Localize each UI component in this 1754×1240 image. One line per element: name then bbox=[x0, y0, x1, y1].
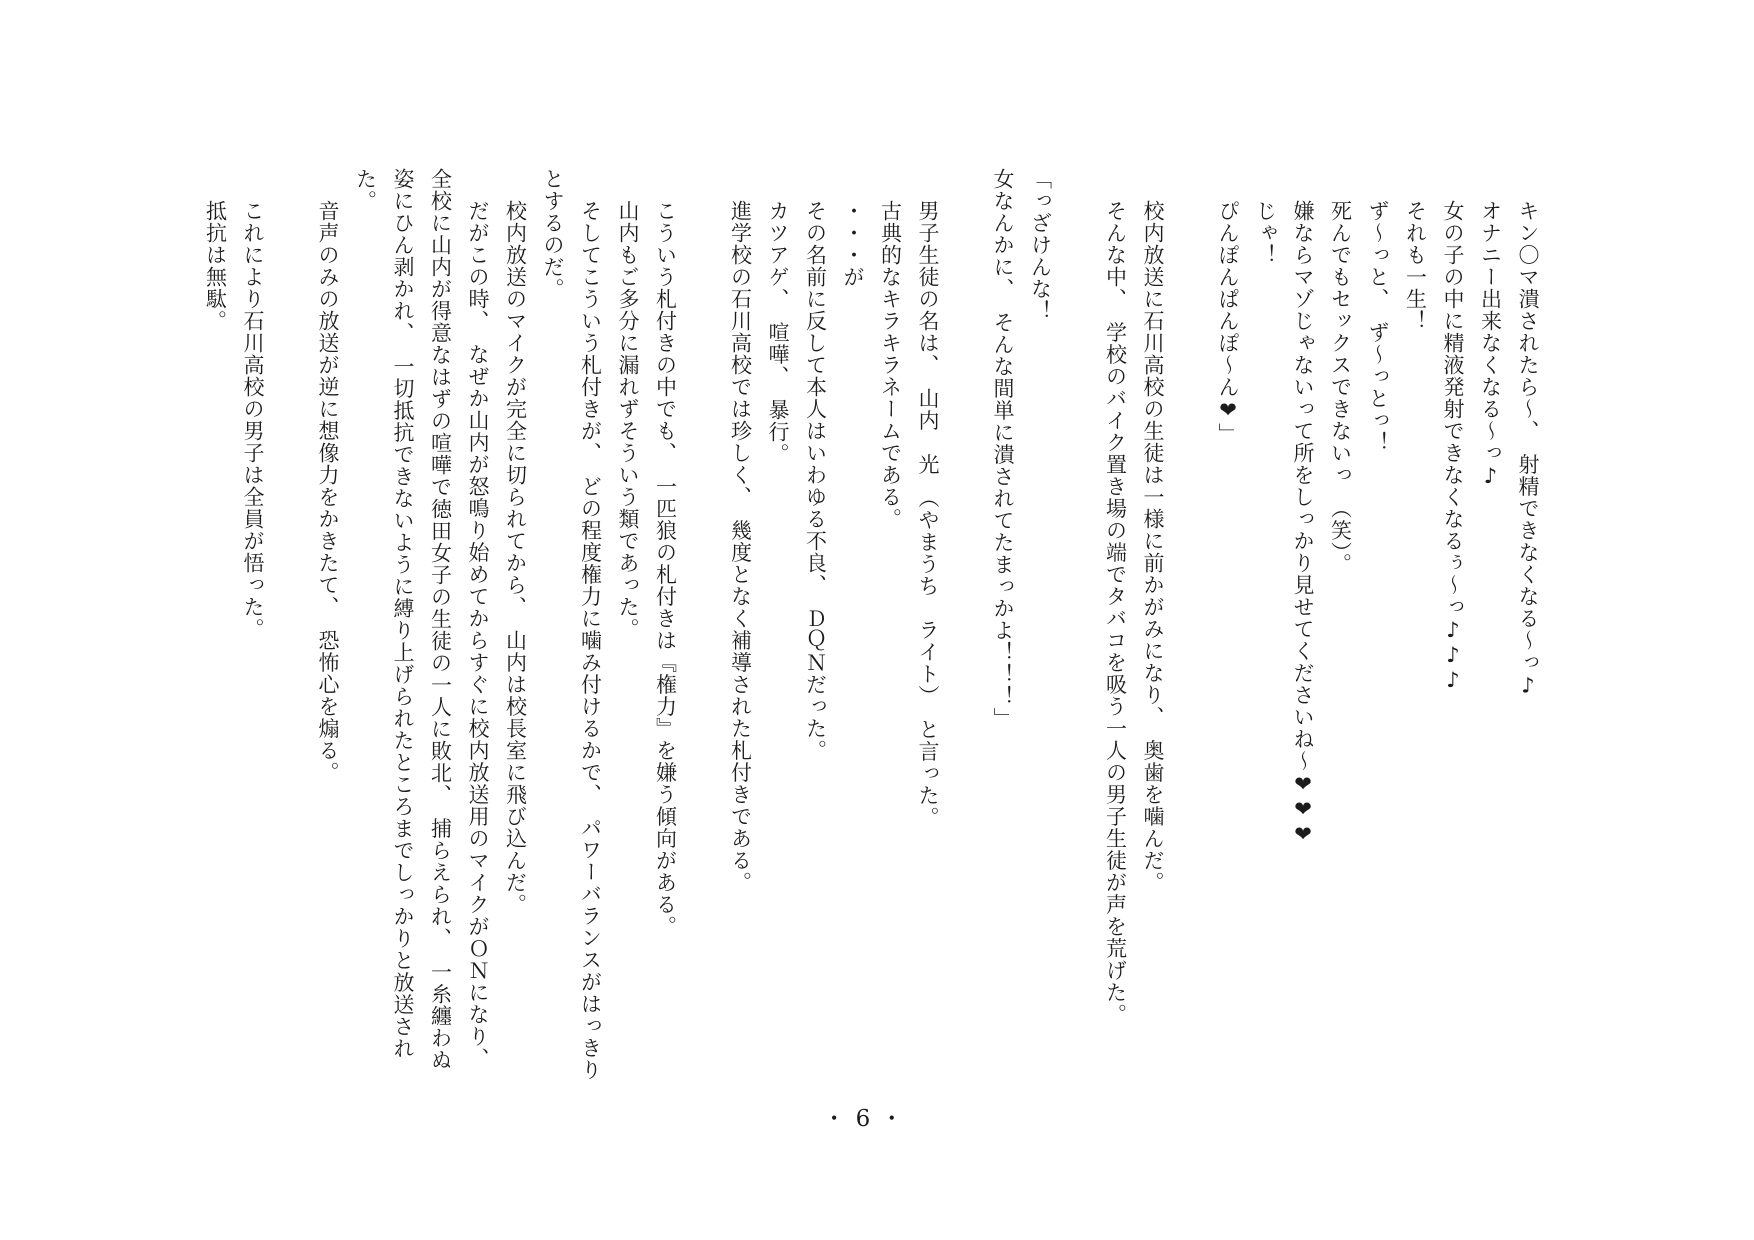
text-line: 女の子の中に精液発射できなくなるぅ～っ♪♪♪ bbox=[1441, 200, 1465, 693]
text-line: そんな中、 学校のバイク置き場の端でタバコを吸う一人の男子生徒が声を荒げた。 bbox=[1103, 200, 1128, 1026]
text-line: カツアゲ、 喧嘩、 暴行。 bbox=[766, 200, 790, 465]
page-number: ・6・ bbox=[822, 1106, 914, 1132]
text-line: 嫌ならマゾじゃないって所をしっかり見せてくださいね～❤❤❤ bbox=[1291, 200, 1315, 847]
text-line: 女なんかに、 そんな間単に潰されてたまっかよ！！！」 bbox=[991, 168, 1015, 730]
text-line: 姿にひん剥かれ、 一切抵抗できないように縛り上げられたところまでしっかりと放送され bbox=[391, 168, 415, 1060]
text-line: 校内放送に石川高校の生徒は一様に前かがみになり、 奥歯を噛んだ。 bbox=[1141, 200, 1165, 894]
text-line: そしてこういう札付きが、 どの程度権力に噛み付けるかで、 パワーバランスがはっきり bbox=[578, 200, 603, 1081]
text-line: 全校に山内が得意なはずの喧嘩で徳田女子の生徒の一人に敗北、 捕らえられ、 一糸纏わぬ bbox=[428, 168, 453, 1071]
vertical-text-block bbox=[196, 168, 1546, 1093]
text-line: 死んでもセックスできないっ （笑）。 bbox=[1328, 200, 1353, 575]
text-line: オナニー出来なくなる～っ♪ bbox=[1478, 200, 1503, 489]
text-line: 進学校の石川高校では珍しく、 幾度となく補導された札付きである。 bbox=[728, 200, 753, 894]
text-line: それも一生！ bbox=[1403, 200, 1428, 332]
blank-line bbox=[684, 168, 722, 1093]
text-line: た。 bbox=[353, 168, 378, 212]
text-line: その名前に反して本人はいわゆる不良、 ＤＱＮだった。 bbox=[803, 200, 828, 762]
blank-line bbox=[946, 168, 984, 1093]
text-line: ・・・が bbox=[841, 200, 865, 288]
text-line: これにより石川高校の男子は全員が悟った。 bbox=[241, 200, 265, 640]
text-line: だがこの時、 なぜか山内が怒鳴り始めてからすぐに校内放送用のマイクがＯＮになり、 bbox=[466, 200, 490, 1070]
blank-line bbox=[1171, 168, 1209, 1093]
text-line: 古典的なキラキラネームである。 bbox=[878, 200, 903, 530]
text-line: ず～っと、 ず～っとっ！ bbox=[1366, 200, 1390, 454]
text-line: 抵抗は無駄。 bbox=[203, 200, 228, 332]
text-line: とするのだ。 bbox=[541, 168, 565, 300]
text-line: 山内もご多分に漏れずそういう類であった。 bbox=[616, 200, 640, 640]
text-line: こういう札付きの中でも、 一匹狼の札付きは『権力』を嫌う傾向がある。 bbox=[653, 200, 678, 938]
blank-line bbox=[1059, 168, 1097, 1093]
text-line: ぴんぽんぱんぽ～ん❤」 bbox=[1216, 200, 1240, 445]
text-line: 音声のみの放送が逆に想像力をかきたて、 恐怖心を煽る。 bbox=[316, 200, 340, 784]
text-line: 男子生徒の名は、 山内 光 （やまうち ライト） と言った。 bbox=[916, 200, 940, 829]
text-line: じゃ！ bbox=[1253, 200, 1278, 266]
text-line: 校内放送のマイクが完全に切られてから、 山内は校長室に飛び込んだ。 bbox=[503, 200, 528, 916]
text-line: 「っざけんな！ bbox=[1028, 168, 1053, 322]
blank-line bbox=[271, 168, 309, 1093]
text-line: キン〇マ潰されたら～、 射精できなくなる～っ♪ bbox=[1516, 200, 1540, 699]
